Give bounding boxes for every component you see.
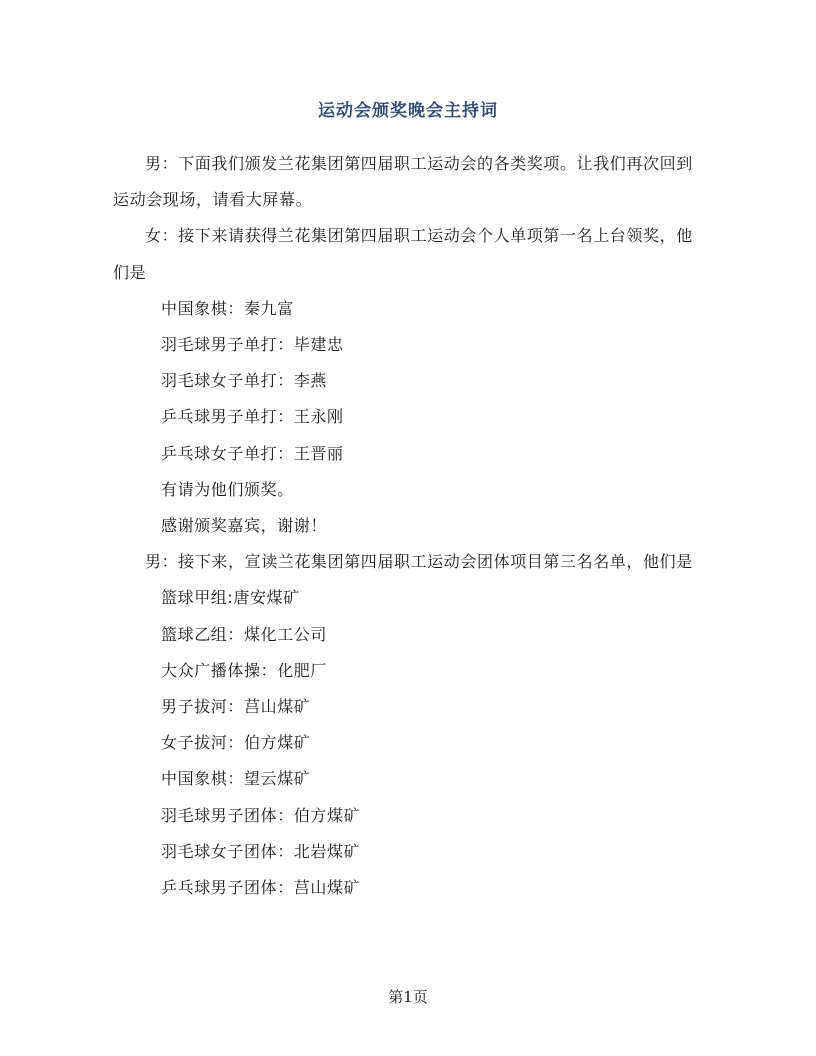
paragraph-intro-male: 男：下面我们颁发兰花集团第四届职工运动会的各类奖项。让我们再次回到运动会现场，请看大屏幕。	[113, 154, 693, 210]
team-award-line: 男子拔河：莒山煤矿	[161, 697, 311, 717]
document-title: 运动会颁奖晚会主持词	[318, 101, 498, 121]
award-line: 乒乓球女子单打：王晋丽	[161, 443, 344, 463]
award-line: 羽毛球女子单打：李燕	[161, 371, 328, 391]
document-body	[113, 146, 703, 906]
team-award-line: 羽毛球女子团体：北岩煤矿	[161, 841, 361, 861]
award-line: 中国象棋：秦九富	[161, 298, 294, 318]
award-line: 乒乓球男子单打：王永刚	[161, 407, 344, 427]
paragraph-intro-female: 女：接下来请获得兰花集团第四届职工运动会个人单项第一名上台领奖，他们是	[113, 226, 693, 282]
team-award-line: 中国象棋：望云煤矿	[161, 769, 311, 789]
team-award-line: 大众广播体操：化肥厂	[161, 660, 328, 680]
award-line: 羽毛球男子单打：毕建忠	[161, 335, 344, 355]
paragraph-team-male: 男：接下来，宣读兰花集团第四届职工运动会团体项目第三名名单，他们是	[145, 552, 693, 572]
closing-line: 有请为他们颁奖。	[161, 479, 294, 499]
team-award-line: 篮球甲组:唐安煤矿	[161, 588, 300, 608]
team-award-line: 篮球乙组：煤化工公司	[161, 624, 328, 644]
page-number: 第1页	[388, 988, 428, 1006]
closing-line: 感谢颁奖嘉宾，谢谢！	[161, 516, 328, 536]
team-award-line: 羽毛球男子团体：伯方煤矿	[161, 805, 361, 825]
team-award-line: 乒乓球男子团体：莒山煤矿	[161, 878, 361, 898]
team-award-line: 女子拔河：伯方煤矿	[161, 733, 311, 753]
